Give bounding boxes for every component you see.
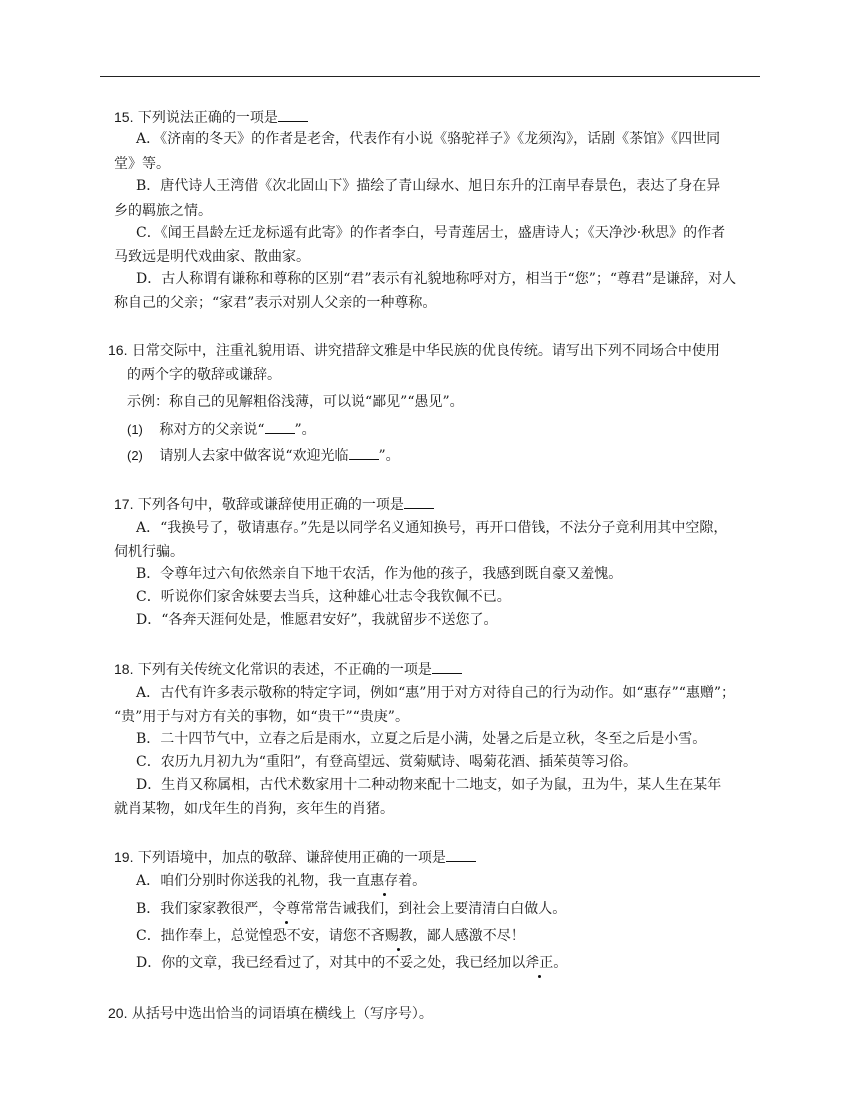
option-text: B．我们家家教很严，: [136, 901, 273, 917]
option-text-end: ，鄙人感激不尽！: [412, 928, 525, 944]
question-number: 16.: [108, 342, 128, 358]
sub-question-text-end: ”。: [378, 448, 400, 464]
sub-question-number: (2): [127, 448, 143, 463]
option-text: D．你的文章，我已经看过了，对其中的不妥之处，我已经加以: [136, 955, 526, 971]
question-text: 下列说法正确的一项是: [137, 110, 278, 126]
question-text: 日常交际中，注重礼貌用语、讲究措辞文雅是中华民族的优良传统。请写出下列不同场合中使用: [131, 343, 720, 359]
option-a-line-1: A．古代有许多表示敬称的特定字词，例如“惠”用于对方对待自己的行为动作。如“惠存”“惠赠”；: [136, 685, 736, 701]
question-text: 下列各句中，敬辞或谦辞使用正确的一项是: [137, 497, 404, 513]
question-16-stem: [108, 341, 720, 360]
dotted-word: 赐教: [384, 928, 413, 944]
question-16-stem-line-2: 的两个字的敬辞或谦辞。: [127, 367, 281, 383]
option-b-line-1: B．唐代诗人王湾借《次北固山下》描绘了青山绿水、旭日东升的江南早春景色，表达了身在异: [136, 178, 721, 194]
option-b: B．二十四节气中，立春之后是雨水，立夏之后是小满，处暑之后是立秋，冬至之后是小雪。: [136, 731, 707, 747]
answer-blank[interactable]: [265, 420, 295, 434]
sub-question-number: (1): [127, 422, 143, 437]
question-20-stem: [108, 1004, 433, 1023]
option-d-line-1: D．生肖又称属相，古代术数家用十二种动物来配十二地支，如子为鼠，丑为牛，某人生在某年: [136, 777, 722, 793]
question-text: 下列语境中，加点的敬辞、谦辞使用正确的一项是: [137, 850, 446, 866]
option-text: A．咱们分别时你送我的礼物，我一直: [136, 873, 371, 889]
option-d-line-2: 就肖某物，如戊年生的肖狗，亥年生的肖猪。: [114, 801, 394, 817]
option-a-line-2: 堂》等。: [114, 156, 170, 172]
option-d: [136, 954, 567, 972]
option-a-line-2: 伺机行骗。: [114, 544, 184, 560]
question-number: 18.: [114, 661, 134, 677]
question-17-stem: [114, 495, 434, 514]
option-text-end: 。: [553, 955, 568, 971]
question-16-sub-2: [127, 446, 400, 465]
question-number: 17.: [114, 496, 134, 512]
option-c-line-1: C．《闻王昌龄左迁龙标遥有此寄》的作者李白，号青莲居士，盛唐诗人；《天净沙·秋思》的作者: [136, 225, 726, 241]
answer-blank[interactable]: [349, 446, 379, 460]
answer-blank[interactable]: [432, 660, 462, 674]
option-d-line-1: D．古人称谓有谦称和尊称的区别“君”表示有礼貌地称呼对方，相当于“您”；“尊君”是谦辞，对人: [136, 271, 737, 287]
option-a-line-1: A．《济南的冬天》的作者是老舍，代表作有小说《骆驼祥子》《龙须沟》，话剧《茶馆》《四世同: [136, 131, 721, 147]
option-c: C．农历九月初九为“重阳”，有登高望远、赏菊赋诗、喝菊花酒、插茱萸等习俗。: [136, 754, 638, 770]
sub-question-text: 请别人去家中做客说“欢迎光临: [159, 448, 349, 464]
sub-question-text-end: ”。: [294, 422, 316, 438]
option-a: [136, 872, 426, 890]
option-d: D．“各奔天涯何处是，惟愿君安好”，我就留步不送您了。: [136, 612, 498, 628]
answer-blank[interactable]: [404, 495, 434, 509]
question-text: 下列有关传统文化常识的表述，不正确的一项是: [137, 662, 432, 678]
dotted-word: 斧正: [525, 955, 554, 971]
option-a-line-1: A．“我换号了，敬请惠存。”先是以同学名义通知换号，再开口借钱，不法分子竟利用其中空隙，: [136, 520, 728, 536]
sub-question-text: 称对方的父亲说“: [159, 422, 265, 438]
option-d-line-2: 称自己的父亲；“家君”表示对别人父亲的一种尊称。: [114, 295, 437, 311]
question-16-example: 示例：称自己的见解粗俗浅薄，可以说“鄙见”“愚见”。: [127, 394, 464, 410]
option-b: B．令尊年过六旬依然亲自下地干农活，作为他的孩子，我感到既自豪又羞愧。: [136, 566, 623, 582]
question-number: 19.: [114, 849, 134, 865]
question-16-sub-1: [127, 420, 316, 439]
option-text-end: 常常告诫我们，到社会上要清清白白做人。: [300, 901, 567, 917]
dotted-word: 惠存: [370, 873, 399, 889]
option-b-line-2: 乡的羁旅之情。: [114, 203, 212, 219]
question-number: 20.: [108, 1005, 128, 1021]
header-rule: [100, 76, 760, 77]
question-18-stem: [114, 660, 462, 679]
option-text: C．拙作奉上，总觉惶恐不安，请您不吝: [136, 928, 385, 944]
option-a-line-2: “贵”用于与对方有关的事物，如“贵干”“贵庚”。: [114, 709, 409, 725]
option-c-line-2: 马致远是明代戏曲家、散曲家。: [114, 249, 310, 265]
answer-blank[interactable]: [446, 848, 476, 862]
option-c: C．听说你们家舍妹要去当兵，这种雄心壮志令我钦佩不已。: [136, 589, 511, 605]
option-b: [136, 900, 566, 918]
question-text: 从括号中选出恰当的词语填在横线上（写序号）。: [131, 1006, 433, 1022]
question-15-stem: [114, 108, 308, 127]
answer-blank[interactable]: [278, 108, 308, 122]
question-number: 15.: [114, 109, 134, 125]
option-text-end: 着。: [398, 873, 427, 889]
dotted-word: 令尊: [272, 901, 301, 917]
question-19-stem: [114, 848, 476, 867]
option-c: [136, 927, 525, 945]
